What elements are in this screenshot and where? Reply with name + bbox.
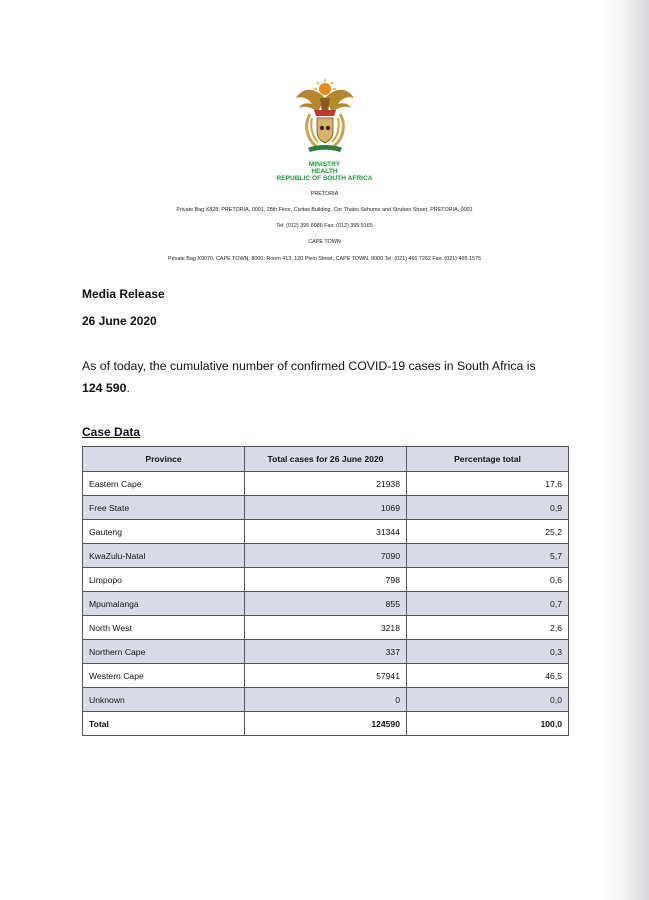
cases-cell: 798 <box>245 568 407 592</box>
column-header-province: Province <box>83 447 245 472</box>
coat-of-arms-icon <box>292 78 358 158</box>
percentage-cell: 25,2 <box>407 520 569 544</box>
release-date: 26 June 2020 <box>82 314 157 328</box>
case-data-heading: Case Data <box>82 425 141 439</box>
release-type: Media Release <box>82 287 165 301</box>
province-cell: North West <box>83 616 245 640</box>
province-cell: Western Cape <box>83 664 245 688</box>
page-edge-shadow <box>621 0 649 900</box>
cases-cell: 57941 <box>245 664 407 688</box>
cases-cell: 3218 <box>245 616 407 640</box>
table-row <box>83 688 569 712</box>
percentage-cell: 46,5 <box>407 664 569 688</box>
sentence-period: . <box>126 381 130 395</box>
province-cell: KwaZulu-Natal <box>83 544 245 568</box>
total-cases-cell: 124590 <box>245 712 407 736</box>
province-cell: Unknown <box>83 688 245 712</box>
ministry-line: REPUBLIC OF SOUTH AFRICA <box>276 175 373 182</box>
column-header-percentage: Percentage total <box>407 447 569 472</box>
table-row <box>83 520 569 544</box>
percentage-cell: 17,6 <box>407 472 569 496</box>
address-cape-town: Private Bag X9070, CAPE TOWN, 8000, Room 413, 120 Plein Street, CAPE TOWN, 8000 Tel: (021) 466 7262 Fax: (021) 465 1575 <box>168 256 481 262</box>
column-header-total-cases: Total cases for 26 June 2020 <box>245 447 407 472</box>
city-cape-town: CAPE TOWN <box>308 239 341 245</box>
percentage-cell: 0,9 <box>407 496 569 520</box>
percentage-cell: 0,6 <box>407 568 569 592</box>
province-cell: Northern Cape <box>83 640 245 664</box>
percentage-cell: 5,7 <box>407 544 569 568</box>
cases-cell: 0 <box>245 688 407 712</box>
table-row <box>83 616 569 640</box>
province-cell: Free State <box>83 496 245 520</box>
table-row <box>83 664 569 688</box>
total-percentage-cell: 100,0 <box>407 712 569 736</box>
province-cell: Gauteng <box>83 520 245 544</box>
ministry-line: HEALTH <box>311 168 338 175</box>
cases-cell: 21938 <box>245 472 407 496</box>
percentage-cell: 0,3 <box>407 640 569 664</box>
total-cases-line <box>82 380 130 396</box>
table-header-row <box>83 447 569 472</box>
province-cell: Limpopo <box>83 568 245 592</box>
percentage-cell: 0,0 <box>407 688 569 712</box>
table-row <box>83 568 569 592</box>
total-label-cell: Total <box>83 712 245 736</box>
city-pretoria: PRETORIA <box>310 191 339 197</box>
cases-cell: 337 <box>245 640 407 664</box>
percentage-cell: 2,6 <box>407 616 569 640</box>
cases-cell: 855 <box>245 592 407 616</box>
table-row <box>83 496 569 520</box>
province-cell: Mpumalanga <box>83 592 245 616</box>
table-row <box>83 544 569 568</box>
table-row <box>83 640 569 664</box>
address-pretoria: Private Bag X828, PRETORIA, 0001, 28th Floor, Civitas Building, Cnr Thabo Sehume and Struben Street, PRETORIA, 0001 <box>176 207 473 213</box>
release-statement: As of today, the cumulative number of confirmed COVID-19 cases in South Africa is <box>82 359 536 373</box>
percentage-cell: 0,7 <box>407 592 569 616</box>
table-row <box>83 592 569 616</box>
case-data-table <box>82 446 569 736</box>
table-total-row <box>83 712 569 736</box>
tel-pretoria: Tel: (012) 395 8086 Fax: (012) 395 9165 <box>276 223 373 229</box>
ministry-line: MINISTRY <box>308 161 341 168</box>
province-cell: Eastern Cape <box>83 472 245 496</box>
total-cases-value: 124 590 <box>82 381 127 395</box>
cases-cell: 1069 <box>245 496 407 520</box>
table-row <box>83 472 569 496</box>
cases-cell: 7090 <box>245 544 407 568</box>
cases-cell: 31344 <box>245 520 407 544</box>
